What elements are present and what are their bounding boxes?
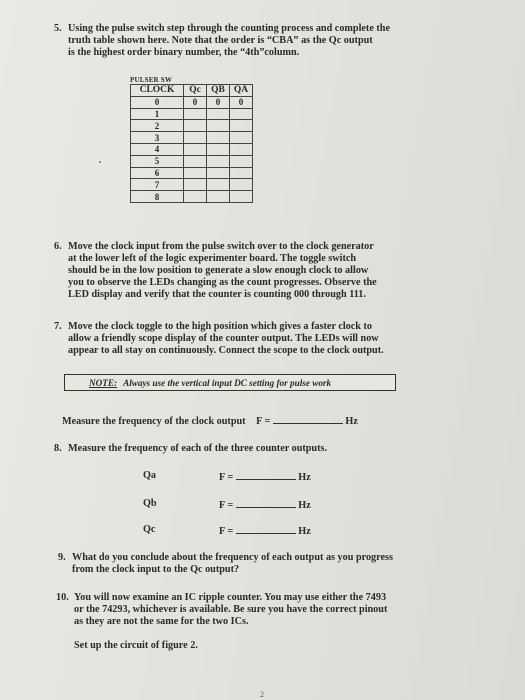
q10-line: You will now examine an IC ripple counter. You may use either the 7493 [74, 592, 387, 603]
cell-empty[interactable] [230, 132, 253, 144]
q7-line: appear to all stay on continuously. Connect the scope to the clock output. [68, 345, 384, 356]
q10-setup: Set up the circuit of figure 2. [74, 640, 198, 651]
q10-line: as they are not the same for the two ICs. [74, 616, 249, 627]
q5-line: truth table shown here. Note that the order is “CBA” as the Qc output [68, 35, 373, 46]
table-row [131, 179, 253, 191]
truth-table-caption: PULSER SW [130, 76, 173, 84]
q8-number: 8. [54, 443, 62, 454]
cell-clock: 4 [131, 143, 184, 155]
q5-line: Using the pulse switch step through the counting process and complete the [68, 23, 390, 34]
cell-empty[interactable] [184, 155, 207, 167]
q9-number: 9. [58, 552, 66, 563]
q10-line: or the 74293, whichever is available. Be sure you have the correct pinout [74, 604, 388, 615]
header-clock: CLOCK [131, 85, 184, 97]
q7-line: allow a friendly scope display of the counter output. The LEDs will now [68, 333, 379, 344]
cell-empty[interactable] [230, 167, 253, 179]
q9-text [72, 552, 393, 576]
table-row [131, 96, 253, 108]
cell-empty[interactable] [207, 155, 230, 167]
table-row [131, 108, 253, 120]
table-row [131, 167, 253, 179]
cell-qc: 0 [184, 96, 207, 108]
cell-clock: 1 [131, 108, 184, 120]
header-qa: QA [230, 85, 253, 97]
qc-frequency-row [219, 524, 311, 537]
cell-clock: 7 [131, 179, 184, 191]
cell-clock: 6 [131, 167, 184, 179]
measure-clock-unit: Hz [345, 416, 358, 427]
cell-empty[interactable] [184, 132, 207, 144]
q7-number: 7. [54, 321, 62, 332]
q6-line: at the lower left of the logic experimenter board. The toggle switch [68, 253, 357, 264]
q6-line: LED display and verify that the counter is counting 000 through 111. [68, 289, 366, 300]
qc-unit: Hz [298, 526, 311, 537]
cell-empty[interactable] [184, 120, 207, 132]
q5-text [68, 23, 390, 59]
cell-empty[interactable] [207, 132, 230, 144]
q9-line: What do you conclude about the frequency of each output as you progress [72, 552, 393, 563]
qb-frequency-row [219, 498, 311, 511]
q8-line: Measure the frequency of each of the three counter outputs. [68, 443, 327, 454]
cell-qb: 0 [207, 96, 230, 108]
cell-empty[interactable] [207, 167, 230, 179]
cell-clock: 0 [131, 96, 184, 108]
table-row [131, 120, 253, 132]
q8-text [68, 443, 327, 455]
cell-empty[interactable] [230, 179, 253, 191]
q6-text [68, 241, 377, 301]
qc-label: Qc [143, 524, 156, 535]
header-qc: Qc [184, 85, 207, 97]
cell-empty[interactable] [184, 143, 207, 155]
q5-number: 5. [54, 23, 62, 34]
q9-line: from the clock input to the Qc output? [72, 564, 240, 575]
cell-empty[interactable] [230, 155, 253, 167]
measure-clock-f-label: F = [256, 416, 271, 427]
measure-clock-blank[interactable] [273, 414, 343, 424]
cell-clock: 2 [131, 120, 184, 132]
cell-clock: 3 [131, 132, 184, 144]
cell-clock: 5 [131, 155, 184, 167]
measure-clock-row [62, 414, 358, 427]
cell-empty[interactable] [230, 191, 253, 203]
qa-label: Qa [143, 470, 157, 481]
cell-clock: 8 [131, 191, 184, 203]
table-row [131, 155, 253, 167]
cell-empty[interactable] [207, 143, 230, 155]
cell-empty[interactable] [230, 108, 253, 120]
cell-empty[interactable] [184, 108, 207, 120]
table-row [131, 143, 253, 155]
q6-line: you to observe the LEDs changing as the count progresses. Observe the [68, 277, 377, 288]
qb-label: Qb [143, 498, 157, 509]
cell-empty[interactable] [184, 179, 207, 191]
note-box [64, 374, 396, 391]
cell-qa: 0 [230, 96, 253, 108]
q10-text [74, 592, 387, 628]
q5-line: is the highest order binary number, the “4th”column. [68, 47, 300, 58]
cell-empty[interactable] [207, 108, 230, 120]
q7-text [68, 321, 384, 357]
qc-f-label: F = [219, 526, 234, 537]
qa-frequency-row [219, 470, 311, 483]
note-text: Always use the vertical input DC setting for pulse work [123, 377, 332, 388]
cell-empty[interactable] [207, 120, 230, 132]
qb-blank[interactable] [236, 498, 296, 508]
q6-line: should be in the low position to generate a slow enough clock to allow [68, 265, 369, 276]
cell-empty[interactable] [184, 167, 207, 179]
qc-blank[interactable] [236, 524, 296, 534]
q10-number: 10. [56, 592, 69, 603]
cell-empty[interactable] [230, 143, 253, 155]
table-row [131, 132, 253, 144]
cell-empty[interactable] [230, 120, 253, 132]
table-row [131, 191, 253, 203]
qa-blank[interactable] [236, 470, 296, 480]
note-label: NOTE: [89, 377, 118, 388]
ink-dot [99, 161, 101, 163]
cell-empty[interactable] [184, 191, 207, 203]
qb-unit: Hz [298, 500, 311, 511]
cell-empty[interactable] [207, 191, 230, 203]
page-number: 2 [260, 690, 264, 699]
truth-table [130, 84, 253, 203]
q6-line: Move the clock input from the pulse switch over to the clock generator [68, 241, 374, 252]
q6-number: 6. [54, 241, 62, 252]
measure-clock-text: Measure the frequency of the clock output [62, 416, 246, 427]
q7-line: Move the clock toggle to the high position which gives a faster clock to [68, 321, 372, 332]
qa-f-label: F = [219, 472, 234, 483]
qa-unit: Hz [298, 472, 311, 483]
qb-f-label: F = [219, 500, 234, 511]
cell-empty[interactable] [207, 179, 230, 191]
header-qb: QB [207, 85, 230, 97]
